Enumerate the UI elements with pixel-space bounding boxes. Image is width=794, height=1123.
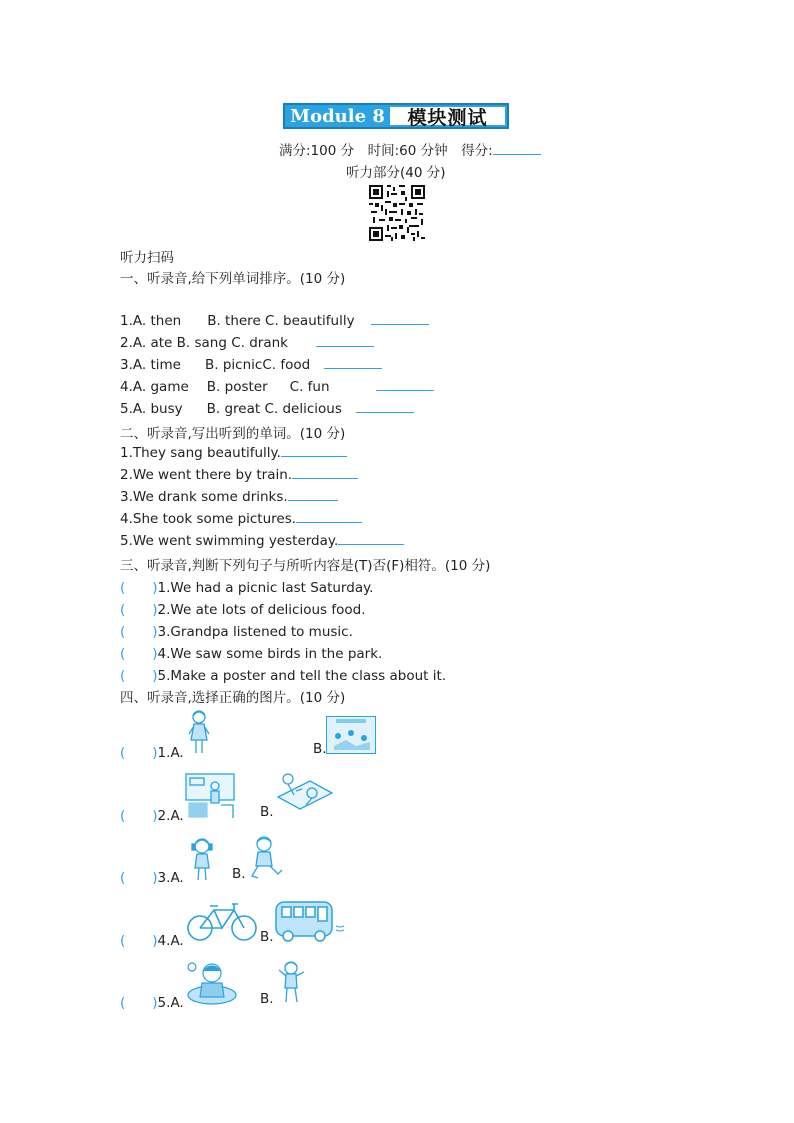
answer-paren[interactable]: ( ): [120, 933, 158, 949]
item-number: 3.: [120, 357, 133, 373]
section4-item-1-option-b: B.: [313, 741, 327, 757]
qr-code-icon[interactable]: [369, 185, 425, 241]
option-a-label: A.: [170, 995, 184, 1011]
option-a: A. busy: [132, 401, 183, 417]
score-info: [279, 139, 541, 159]
option-c: C. drank: [231, 335, 288, 351]
section4-item-5-option-b: B.: [260, 991, 274, 1007]
section2-item-2: [120, 466, 358, 483]
section2-item-5: [120, 532, 404, 549]
listening-part-label: 听力部分(40 分): [346, 165, 446, 181]
test-title: 模块测试: [390, 107, 505, 125]
section3-item-1: [120, 576, 373, 596]
classroom-picture-icon[interactable]: [185, 773, 235, 819]
section1-heading: 一、听录音,给下列单词排序。(10 分): [120, 271, 346, 287]
section2-heading: 二、听录音,写出听到的单词。(10 分): [120, 426, 346, 442]
answer-blank[interactable]: [338, 532, 404, 545]
section2-item-1: [120, 444, 347, 461]
section4-item-2: [120, 804, 184, 824]
section4-item-5: [120, 991, 184, 1011]
section3-item-2: [120, 598, 366, 618]
section1-item-2: [120, 334, 374, 351]
section3-item-4: [120, 642, 382, 662]
answer-paren[interactable]: ( ): [120, 808, 158, 824]
answer-blank[interactable]: [288, 488, 338, 501]
score-blank[interactable]: [493, 142, 541, 155]
option-a: A. ate: [132, 335, 173, 351]
bus-picture-icon[interactable]: [274, 896, 348, 944]
item-number: 4.: [120, 379, 133, 395]
option-a-label: A.: [170, 808, 184, 824]
section2-item-4: [120, 510, 362, 527]
item-number: 2.: [157, 808, 171, 824]
girl-picture-icon[interactable]: [186, 708, 212, 756]
section4-item-4: [120, 929, 184, 949]
module-title-banner: [283, 103, 509, 129]
picnic-picture-icon[interactable]: [274, 771, 334, 811]
section3-item-3: [120, 620, 353, 640]
sentence-text: 2.We went there by train.: [120, 467, 293, 483]
answer-blank[interactable]: [292, 466, 358, 479]
section4-item-3-option-b: B.: [232, 866, 246, 882]
option-c: C. food: [262, 357, 311, 373]
section4-item-2-option-b: B.: [260, 804, 274, 820]
bicycle-picture-icon[interactable]: [186, 898, 258, 944]
option-a: A. then: [132, 313, 182, 329]
sentence-text: 5.We went swimming yesterday.: [120, 533, 339, 549]
sentence-text: 1.They sang beautifully.: [120, 445, 281, 461]
answer-paren[interactable]: ( ): [120, 668, 158, 684]
statement-text: 4.We saw some birds in the park.: [157, 646, 383, 662]
answer-blank[interactable]: [371, 312, 429, 325]
item-number: 2.: [120, 335, 133, 351]
section1-item-3: [120, 356, 382, 373]
boy-waving-picture-icon[interactable]: [276, 960, 308, 1006]
sitting-boy-picture-icon[interactable]: [248, 834, 284, 880]
option-b: B. there: [207, 313, 261, 329]
answer-paren[interactable]: ( ): [120, 646, 158, 662]
answer-blank[interactable]: [316, 334, 374, 347]
section1-item-1: [120, 312, 429, 329]
answer-blank[interactable]: [281, 444, 347, 457]
item-number: 5.: [157, 995, 171, 1011]
section4-heading: 四、听录音,选择正确的图片。(10 分): [120, 690, 346, 706]
answer-blank[interactable]: [324, 356, 382, 369]
answer-blank[interactable]: [356, 400, 414, 413]
option-b: B. sang: [176, 335, 227, 351]
boy-eating-picture-icon[interactable]: [186, 959, 238, 1005]
section1-item-4: [120, 378, 434, 395]
section2-item-3: [120, 488, 338, 505]
answer-paren[interactable]: ( ): [120, 580, 158, 596]
answer-paren[interactable]: ( ): [120, 602, 158, 618]
answer-paren[interactable]: ( ): [120, 995, 158, 1011]
option-a-label: A.: [170, 745, 184, 761]
park-scene-picture-icon[interactable]: [326, 716, 376, 754]
option-a: A. game: [132, 379, 189, 395]
section3-item-5: [120, 664, 446, 684]
item-number: 4.: [157, 933, 171, 949]
section4-item-1: [120, 741, 184, 761]
item-number: 1.: [120, 313, 133, 329]
statement-text: 2.We ate lots of delicious food.: [157, 602, 366, 618]
statement-text: 1.We had a picnic last Saturday.: [157, 580, 374, 596]
section4-item-3: [120, 866, 184, 886]
option-b: B. picnic: [204, 357, 263, 373]
answer-paren[interactable]: ( ): [120, 624, 158, 640]
answer-paren[interactable]: ( ): [120, 870, 158, 886]
sentence-text: 3.We drank some drinks.: [120, 489, 288, 505]
module-number: Module 8: [290, 105, 385, 127]
option-a: A. time: [132, 357, 181, 373]
option-c: C. fun: [289, 379, 330, 395]
section4-item-4-option-b: B.: [260, 929, 274, 945]
item-number: 1.: [157, 745, 171, 761]
section3-heading: 三、听录音,判断下列句子与所听内容是(T)否(F)相符。(10 分): [120, 558, 491, 574]
option-a-label: A.: [170, 870, 184, 886]
boy-headphones-picture-icon[interactable]: [189, 836, 215, 882]
answer-blank[interactable]: [376, 378, 434, 391]
score-info-text: 满分:100 分 时间:60 分钟 得分:: [279, 143, 493, 159]
item-number: 5.: [120, 401, 133, 417]
sentence-text: 4.She took some pictures.: [120, 511, 297, 527]
statement-text: 3.Grandpa listened to music.: [157, 624, 353, 640]
option-b: B. great: [206, 401, 261, 417]
option-c: C. beautifully: [265, 313, 355, 329]
option-a-label: A.: [170, 933, 184, 949]
answer-paren[interactable]: ( ): [120, 745, 158, 761]
scan-label: 听力扫码: [120, 250, 174, 266]
answer-blank[interactable]: [296, 510, 362, 523]
item-number: 3.: [157, 870, 171, 886]
statement-text: 5.Make a poster and tell the class about it.: [157, 668, 447, 684]
option-c: C. delicious: [264, 401, 342, 417]
section1-item-5: [120, 400, 414, 417]
option-b: B. poster: [206, 379, 268, 395]
